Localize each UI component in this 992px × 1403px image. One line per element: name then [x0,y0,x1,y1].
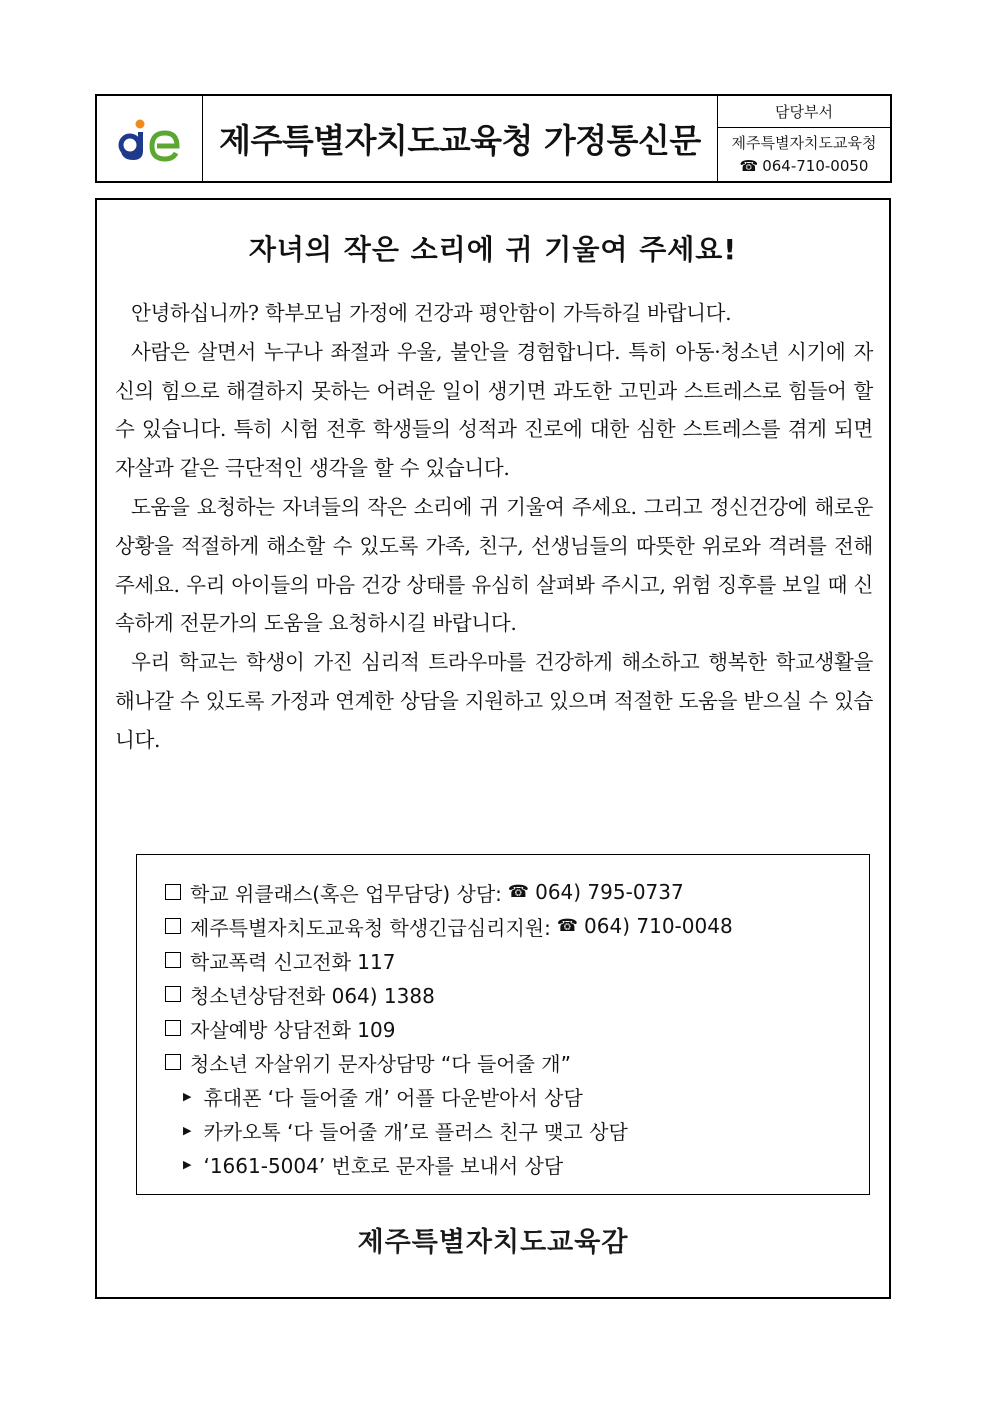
department-phone: 064-710-0050 [762,156,869,175]
telephone-icon: ☎ [739,156,759,175]
contact-item [165,977,869,1011]
signature: 제주특별자치도교육감 [357,1227,629,1258]
telephone-icon: ☎ [507,882,530,902]
department-info [718,128,890,181]
contact-label: 제주특별자치도교육청 학생긴급심리지원: [190,915,551,940]
letter-title: 제주특별자치도교육청 가정통신문 [219,121,701,160]
triangle-bullet-icon: ▶ [183,1157,192,1171]
headline: 자녀의 작은 소리에 귀 기울여 주세요! [248,233,738,266]
checkbox-icon [165,1020,181,1036]
title-cell [203,96,718,181]
contact-label: 학교폭력 신고전화 117 [190,949,396,974]
contact-item [165,1045,869,1079]
education-office-logo [97,96,202,181]
contact-item [165,875,869,909]
paragraph-school-support: 우리 학교는 학생이 가진 심리적 트라우마를 건강하게 해소하고 행복한 학교생활을 해나갈 수 있도록 가정과 연계한 상담을 지원하고 있으며 적절한 도움을 받으실 수 있습니다. [115,650,873,752]
sub-item-label: ‘1661-5004’ 번호로 문자를 보내서 상담 [203,1153,564,1178]
department-name: 제주특별자치도교육청 [731,133,877,152]
sub-item-label: 카카오톡 ‘다 들어줄 개’로 플러스 친구 맺고 상담 [203,1119,628,1144]
contact-sub-item [165,1147,869,1181]
department-label: 담당부서 [718,96,890,128]
contact-sub-item [165,1079,869,1113]
contact-item [165,909,869,943]
contact-label: 자살예방 상담전화 109 [190,1017,396,1042]
contact-label: 학교 위클래스(혹은 업무담당) 상담: [190,881,502,906]
contact-label: 청소년 자살위기 문자상담망 “다 들어줄 개” [190,1051,571,1076]
letter-header [95,94,892,183]
checkbox-icon [165,884,181,900]
contact-box [136,854,870,1195]
paragraph-request: 도움을 요청하는 자녀들의 작은 소리에 귀 기울여 주세요. 그리고 정신건강에 해로운 상황을 적절하게 해소할 수 있도록 가족, 친구, 선생님들의 따뜻한 위로와 격려를 전해주세요. 우리 아이들의 마음 건강 상태를 유심히 살펴봐 주시고, 위험 징후를 보일 때 신속하게 전문가의 도움을 요청하시길 바랍니다. [115,494,873,636]
contact-label: 청소년상담전화 064) 1388 [190,983,435,1008]
telephone-icon: ☎ [556,916,579,936]
department-cell [718,96,890,181]
letter-body-box [95,198,891,1299]
contact-item [165,1011,869,1045]
logo-cell [97,96,203,181]
checkbox-icon [165,952,181,968]
paragraph-stress: 사람은 살면서 누구나 좌절과 우울, 불안을 경험합니다. 특히 아동·청소년 시기에 자신의 힘으로 해결하지 못하는 어려운 일이 생기면 과도한 고민과 스트레스로 힘들어 할 수 있습니다. 특히 시험 전후 학생들의 성적과 진로에 대한 심한 스트레스를 겪게 되면 자살과 같은 극단적인 생각을 할 수 있습니다. [115,339,873,481]
contact-phone: 064) 710-0048 [584,914,733,938]
contact-sub-item [165,1113,869,1147]
contact-phone: 064) 795-0737 [535,880,684,904]
checkbox-icon [165,918,181,934]
department-phone-line [740,155,869,178]
paragraph-greeting: 안녕하십니까? 학부모님 가정에 건강과 평안함이 가득하길 바랍니다. [131,301,732,325]
checkbox-icon [165,986,181,1002]
triangle-bullet-icon: ▶ [183,1123,192,1137]
sub-item-label: 휴대폰 ‘다 들어줄 개’ 어플 다운받아서 상담 [203,1085,583,1110]
contact-item [165,943,869,977]
body-text [115,294,873,760]
triangle-bullet-icon: ▶ [183,1089,192,1103]
checkbox-icon [165,1054,181,1070]
